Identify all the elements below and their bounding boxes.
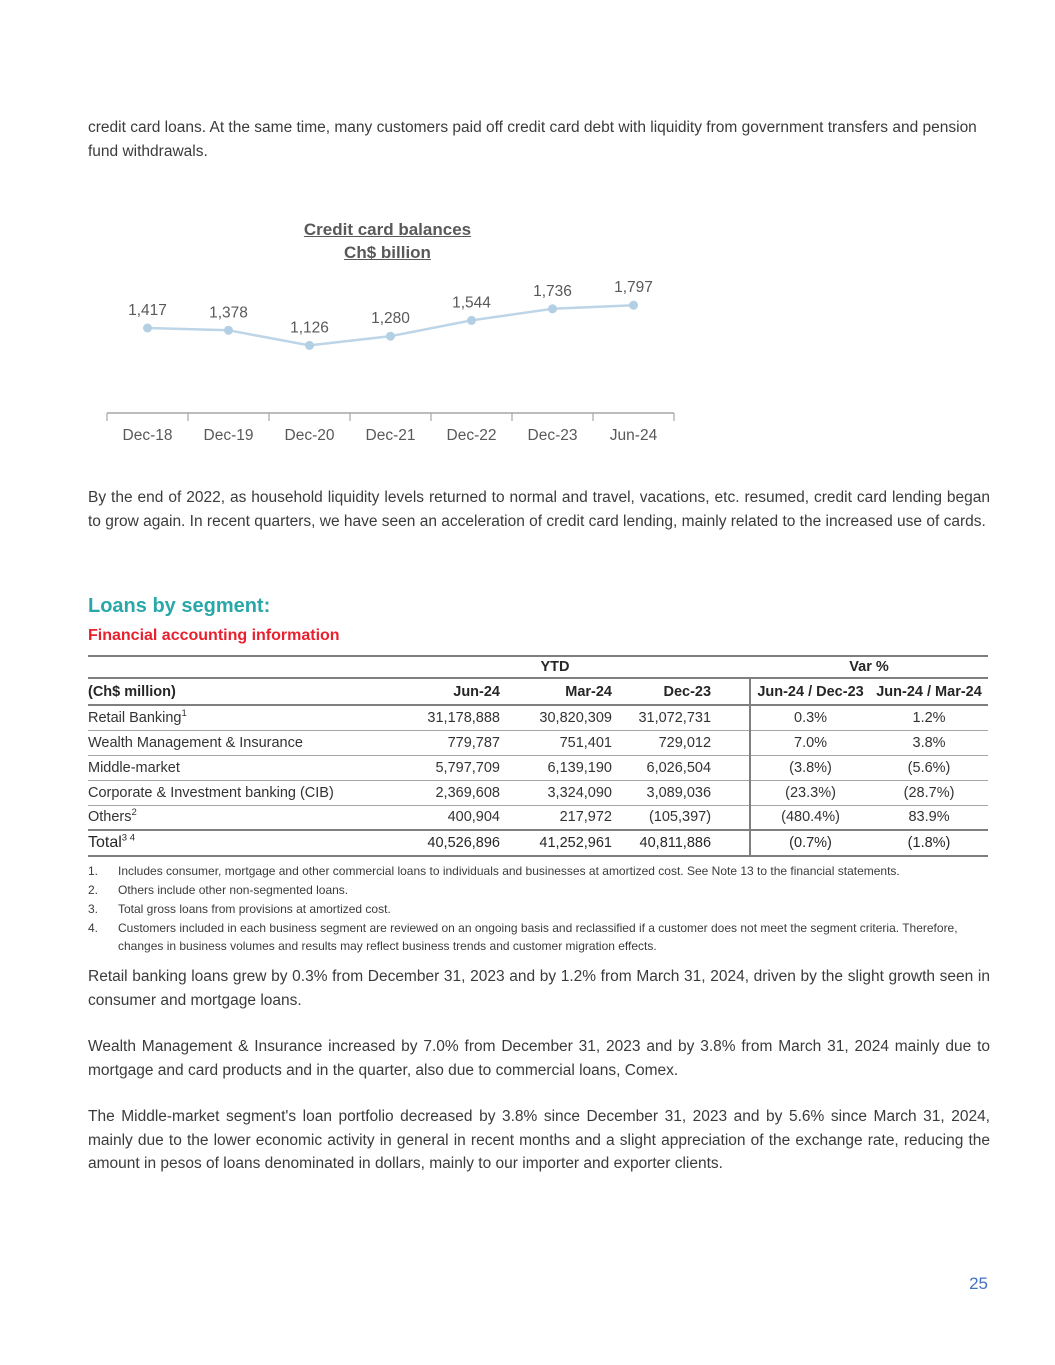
column-header-jun24-mar24: Jun-24 / Mar-24: [876, 683, 982, 700]
footnote-text: Others include other non-segmented loans.: [118, 883, 349, 897]
footnote-text: Total gross loans from provisions at amortized cost.: [118, 902, 391, 916]
segment-label-cell: Corporate & Investment banking (CIB): [88, 784, 334, 801]
footnote-item: [88, 919, 990, 955]
column-header-dec23: Dec-23: [663, 683, 712, 700]
footnote-reference: 2: [131, 807, 137, 819]
chart-value-label: 1,797: [614, 279, 653, 297]
var-jun24-mar24-cell: 3.8%: [912, 734, 946, 751]
footnote-item: [88, 900, 990, 918]
chart-data-point: [548, 304, 557, 313]
footnote-number: 3.: [88, 902, 99, 916]
mar24-value-cell: 6,139,190: [547, 759, 612, 776]
segment-label-cell: Others$^2$: [88, 807, 137, 826]
chart-value-label: 1,417: [128, 302, 167, 319]
jun24-value-cell: 5,797,709: [435, 759, 500, 776]
section-heading-loans-by-segment: Loans by segment:: [88, 595, 271, 617]
footnote-item: [88, 881, 990, 899]
table-footnotes: [88, 862, 990, 956]
group-header-var: Var %: [849, 659, 889, 675]
mar24-value-cell: 751,401: [559, 734, 612, 751]
credit-card-chart-svg: [100, 266, 675, 451]
mar24-value-cell: 41,252,961: [539, 835, 612, 851]
var-jun24-dec23-cell: (3.8%): [750, 755, 870, 780]
table-total-row: [88, 830, 988, 856]
chart-value-label: 1,736: [533, 282, 572, 300]
column-header-jun24-dec23: Jun-24 / Dec-23: [750, 678, 870, 705]
jun24-value-cell: 779,787: [447, 734, 500, 751]
chart-data-point: [305, 341, 314, 350]
section-subheading-financial-accounting: Financial accounting information: [88, 627, 340, 644]
chart-value-label: 1,378: [209, 304, 248, 322]
page-number: 25: [969, 1274, 988, 1293]
credit-card-balances-chart: [100, 218, 675, 456]
footnote-reference: 1: [181, 707, 187, 719]
var-jun24-mar24-cell: 83.9%: [908, 809, 950, 826]
jun24-value-cell: 400,904: [447, 809, 500, 826]
footnote-text: Includes consumer, mortgage and other commercial loans to individuals and businesses at amortized cost. See Note 13 to the financial statements.: [118, 864, 900, 878]
jun24-value-cell: 40,526,896: [427, 835, 500, 851]
chart-value-label: 1,280: [371, 310, 410, 328]
segment-label-cell: Total$^{3 4}$: [88, 832, 136, 851]
group-header-ytd: YTD: [540, 659, 570, 675]
middle-market-paragraph: The Middle-market segment's loan portfolio decreased by 3.8% since December 31, 2023 and by 5.6% since March 31, 2024, mainly due to the lower economic activity in general in recent months and a slight appreciation of the exchange rate, reducing the amount in pesos of loans denominated in dollars, mainly to our importer and exporter clients.: [88, 1108, 990, 1172]
footnote-number: 4.: [88, 921, 99, 935]
chart-data-point: [224, 326, 233, 335]
group-header-empty: [88, 656, 360, 678]
chart-data-point: [629, 301, 638, 310]
table-row: [88, 805, 988, 830]
table-row: [88, 780, 988, 805]
x-axis-category-label: Dec-22: [446, 427, 497, 444]
x-axis-category-label: Jun-24: [609, 427, 658, 444]
var-jun24-dec23-cell: (23.3%): [750, 780, 870, 805]
x-axis-category-label: Dec-19: [203, 427, 254, 444]
x-axis-category-label: Dec-18: [122, 427, 173, 444]
chart-title-block: [100, 218, 675, 264]
footnote-number: 1.: [88, 864, 99, 878]
var-jun24-mar24-cell: (1.8%): [907, 835, 951, 851]
chart-value-label: 1,544: [452, 294, 491, 312]
column-header-unit: (Ch$ million): [88, 683, 176, 700]
segment-table: [88, 655, 988, 857]
table-row: [88, 705, 988, 730]
segment-table-body: [88, 705, 988, 856]
table-column-header-row: [88, 678, 988, 705]
table-group-header-row: [88, 656, 988, 678]
jun24-value-cell: 31,178,888: [427, 709, 500, 726]
dec23-value-cell: 6,026,504: [646, 759, 712, 776]
segment-label-cell: Middle-market: [88, 759, 180, 776]
table-row: [88, 755, 988, 780]
x-axis-category-label: Dec-20: [284, 427, 335, 444]
chart-data-point: [467, 316, 476, 325]
dec23-value-cell: 40,811,886: [639, 835, 712, 851]
mar24-value-cell: 217,972: [559, 809, 612, 826]
dec23-value-cell: 31,072,731: [638, 709, 712, 726]
var-jun24-mar24-cell: (28.7%): [903, 784, 955, 801]
table-row: [88, 730, 988, 755]
var-jun24-dec23-cell: (0.7%): [750, 830, 870, 856]
x-axis-category-label: Dec-21: [365, 427, 416, 444]
var-jun24-dec23-cell: (480.4%): [750, 805, 870, 830]
mar24-value-cell: 3,324,090: [547, 784, 612, 801]
var-jun24-dec23-cell: 7.0%: [750, 730, 870, 755]
x-axis-category-label: Dec-23: [527, 427, 578, 444]
segment-label-cell: Retail Banking$^1$: [88, 707, 187, 726]
footnote-item: [88, 862, 990, 880]
dec23-value-cell: 3,089,036: [646, 784, 712, 801]
intro-paragraph: credit card loans. At the same time, many customers paid off credit card debt with liquidity from government transfers and pension fund withdrawals.: [88, 119, 977, 160]
footnote-reference: 3 4: [121, 832, 136, 844]
after-chart-paragraph: By the end of 2022, as household liquidity levels returned to normal and travel, vacations, etc. resumed, credit card lending began to grow again. In recent quarters, we have seen an acceleration of credit card lending, mainly related to the increased use of cards.: [88, 489, 990, 530]
var-jun24-mar24-cell: 1.2%: [912, 709, 946, 726]
chart-title: Credit card balances: [303, 220, 472, 239]
var-jun24-dec23-cell: 0.3%: [750, 705, 870, 730]
footnote-text: Customers included in each business segment are reviewed on an ongoing basis and reclassified if a customer does not meet the segment criteria. Therefore, changes in business volumes and results may reflect business trends and customer migration effects.: [118, 921, 958, 953]
wealth-management-paragraph: Wealth Management & Insurance increased by 7.0% from December 31, 2023 and by 3.8% from March 31, 2024 mainly due to mortgage and card products and in the quarter, also due to commercial loans, Comex.: [88, 1038, 990, 1079]
dec23-value-cell: (105,397): [648, 809, 712, 826]
retail-banking-paragraph: Retail banking loans grew by 0.3% from December 31, 2023 and by 1.2% from March 31, 2024, driven by the slight growth seen in consumer and mortgage loans.: [88, 968, 990, 1009]
mar24-value-cell: 30,820,309: [539, 709, 612, 726]
jun24-value-cell: 2,369,608: [435, 784, 500, 801]
column-header-mar24: Mar-24: [565, 683, 612, 700]
column-header-jun24: Jun-24: [453, 683, 500, 700]
chart-subtitle: Ch$ billion: [344, 243, 431, 262]
var-jun24-mar24-cell: (5.6%): [907, 759, 951, 776]
footnote-number: 2.: [88, 883, 99, 897]
chart-value-label: 1,126: [290, 319, 329, 337]
loans-by-segment-table: [88, 655, 988, 857]
chart-data-point: [143, 324, 152, 333]
segment-label-cell: Wealth Management & Insurance: [88, 734, 303, 751]
dec23-value-cell: 729,012: [658, 734, 712, 751]
chart-data-point: [386, 332, 395, 341]
